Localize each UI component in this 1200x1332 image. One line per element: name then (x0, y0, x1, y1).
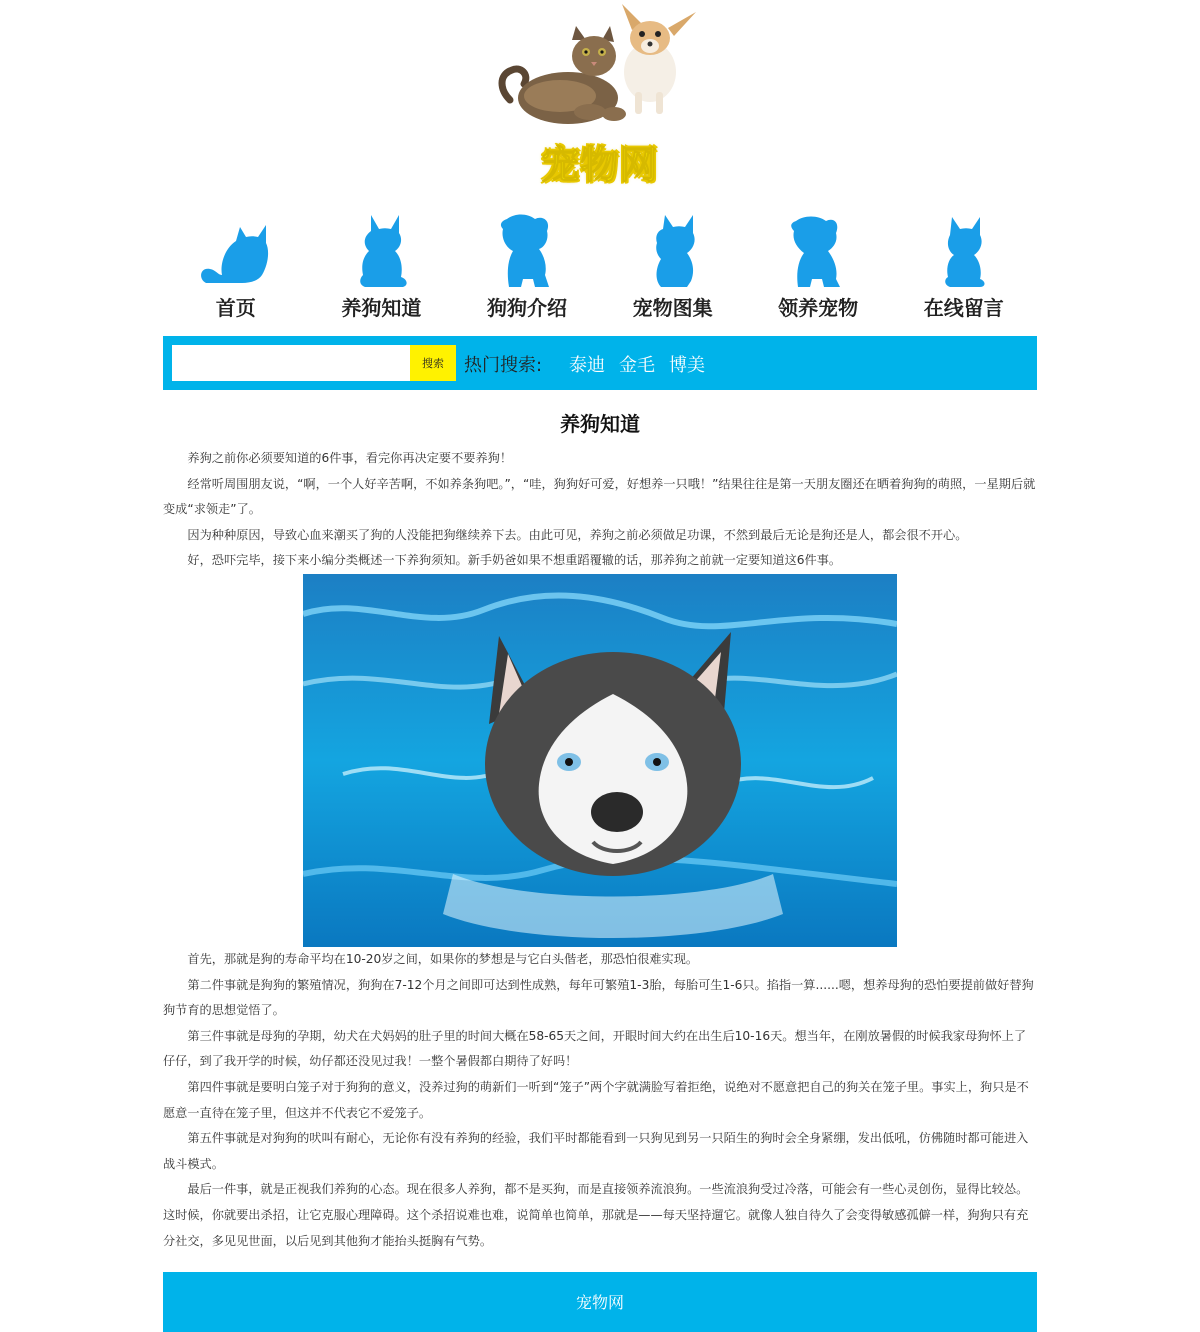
paragraph: 第四件事就是要明白笼子对于狗狗的意义，没养过狗的萌新们一听到“笼子”两个字就满脸写着拒绝，说绝对不愿意把自己的狗关在笼子里。事实上，狗只是不愿意一直待在笼子里，但这并不代表它不爱笼子。 (163, 1079, 1029, 1120)
paragraph: 最后一件事，就是正视我们养狗的心态。现在很多人养狗，都不是买狗，而是直接领养流浪狗。一些流浪狗受过冷落，可能会有一些心灵创伤，显得比较怂。这时候，你就要出杀招，让它克服心理障碍。这个杀招说难也难，说简单也简单，那就是——每天坚持遛它。就像人独自待久了会变得敏感孤僻一样，狗狗只有充分社交，多见见世面，以后见到其他狗才能抬头挺胸有气势。 (163, 1182, 1029, 1248)
paragraph: 养狗之前你必须要知道的6件事，看完你再决定要不要养狗！ (187, 451, 513, 465)
paragraph: 第三件事就是母狗的孕期，幼犬在犬妈妈的肚子里的时间大概在58-65天之间，开眼时间大约在出生后10-16天。想当年，在刚放暑假的时候我家母狗怀上了仔仔，到了我开学的时候，幼仔都还没见过我！一整个暑假都白期待了好吗！ (163, 1028, 1027, 1069)
search-button[interactable]: 搜索 (410, 345, 456, 381)
article-title: 养狗知道 (560, 412, 640, 436)
article-intro (163, 446, 1037, 574)
paragraph: 首先，那就是狗的寿命平均在10-20岁之间，如果你的梦想是与它白头偕老，那恐怕很难实现。 (187, 952, 699, 966)
nav-item-adopt-pet[interactable] (745, 205, 891, 325)
hot-link-pomeranian[interactable]: 博美 (669, 355, 705, 376)
nav-label: 狗狗介绍 (486, 296, 567, 320)
cat-silhouette-icon (633, 209, 713, 289)
hot-search-label: 热门搜索: (464, 355, 543, 376)
paragraph: 好，恐吓完毕，接下来小编分类概述一下养狗须知。新手奶爸如果不想重蹈覆辙的话，那养狗之前就一定要知道这6件事。 (187, 553, 842, 568)
cat-silhouette-icon (341, 209, 421, 289)
hot-link-golden[interactable]: 金毛 (619, 355, 655, 376)
search-input[interactable] (172, 345, 410, 381)
logo-image (490, 0, 710, 135)
nav-item-dog-intro[interactable] (454, 205, 600, 325)
site-title: 宠物网 (541, 143, 659, 187)
paragraph: 经常听周围朋友说，“啊，一个人好辛苦啊，不如养条狗吧。”，“哇，狗狗好可爱，好想养一只哦！”结果往往是第一天朋友圈还在晒着狗狗的萌照，一星期后就变成“求领走”了。 (163, 476, 1036, 517)
husky-swimming-image (303, 574, 897, 947)
cat-silhouette-icon (924, 209, 1004, 289)
nav-label: 领养宠物 (778, 296, 859, 320)
search-bar (163, 336, 1037, 390)
hot-search-links (569, 351, 705, 377)
dog-silhouette-icon (778, 209, 858, 289)
nav-label: 在线留言 (923, 296, 1004, 320)
nav-label: 宠物图集 (632, 296, 713, 320)
dog-silhouette-icon (487, 209, 567, 289)
hot-link-teddy[interactable]: 泰迪 (569, 355, 605, 376)
nav-item-dog-knowledge[interactable] (309, 205, 455, 325)
nav-label: 养狗知道 (341, 296, 422, 320)
husky-photo-icon (303, 574, 897, 947)
paragraph: 第二件事就是狗狗的繁殖情况，狗狗在7-12个月之间即可达到性成熟，每年可繁殖1-3胎，每胎可生1-6只。掐指一算......嗯，想养母狗的恐怕要提前做好替狗狗节育的思想觉悟了。 (163, 977, 1034, 1018)
main-nav (163, 205, 1037, 325)
paragraph: 第五件事就是对狗狗的吠叫有耐心，无论你有没有养狗的经验，我们平时都能看到一只狗见到另一只陌生的狗时会全身紧绷，发出低吼，仿佛随时都可能进入战斗模式。 (163, 1131, 1029, 1171)
cat-sitting-icon (196, 209, 276, 289)
paragraph: 因为种种原因，导致心血来潮买了狗的人没能把狗继续养下去。由此可见，养狗之前必须做足功课，不然到最后无论是狗还是人，都会很不开心。 (187, 527, 968, 542)
nav-label: 首页 (215, 296, 256, 320)
cat-and-dog-logo-icon (490, 0, 710, 135)
nav-item-home[interactable] (163, 205, 309, 325)
article-body (163, 947, 1037, 1254)
footer: 宠物网 (163, 1272, 1037, 1332)
nav-item-pet-gallery[interactable] (600, 205, 746, 325)
nav-item-message-board[interactable] (891, 205, 1037, 325)
